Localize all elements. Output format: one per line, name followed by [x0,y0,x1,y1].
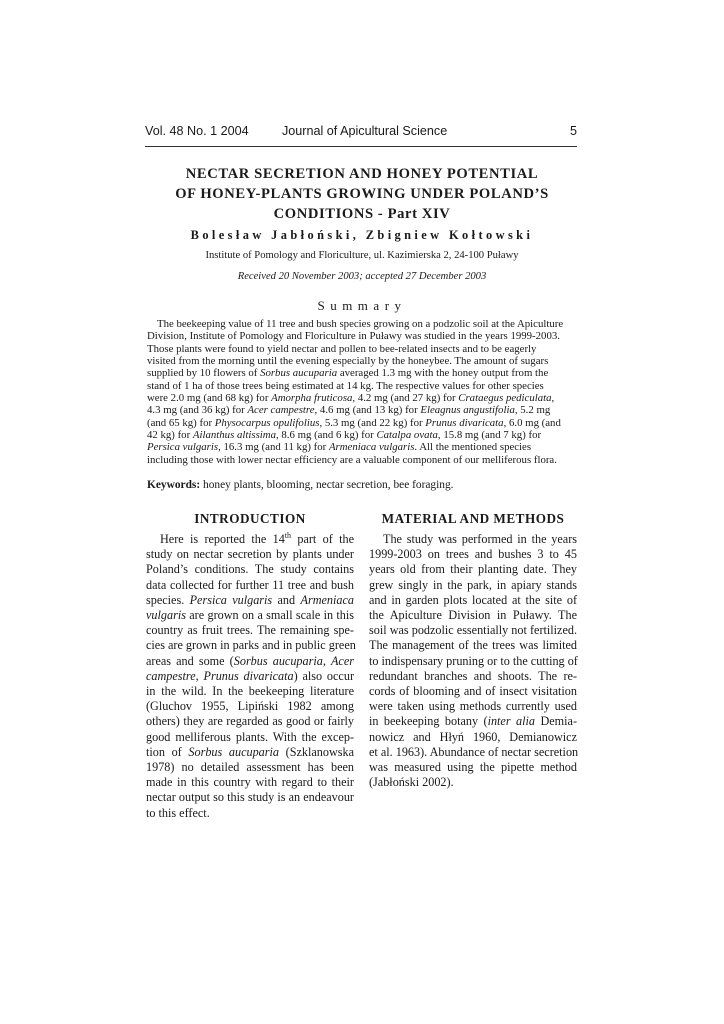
introduction-body [146,532,354,821]
abstract-line: Those plants were found to yield nectar and pollen to bee-related insects and to be eagerly [147,342,537,355]
received-dates: Received 20 November 2003; accepted 27 December 2003 [237,271,487,282]
abstract-line: including those with lower nectar efficiency are a valuable component of our melliferous flora. [147,453,557,466]
title-line: NECTAR SECRETION AND HONEY POTENTIAL [185,166,539,182]
body-line: nowicz and Hłyń 1960, Demianowicz [369,729,577,744]
body-line: tion of Sorbus aucuparia (Szklanowska [146,744,355,759]
body-line: redundant branches and shoots. The re- [369,668,577,683]
article-title [120,164,604,224]
body-line: was measured using the pipette method [369,760,577,775]
body-line: soil was podzolic essentially not fertilized. [369,623,577,638]
body-line: cords of blooming and of insect visitation [369,684,577,699]
body-line: made in this country with regard to their [146,775,354,790]
abstract-line: 4.3 mg (and 36 kg) for Acer campestre, 4.6 mg (and 13 kg) for Eleagnus angustifolia, 5.2 mg [147,404,551,417]
body-line: data collected for further 11 tree and bush [146,577,354,592]
body-line: (Gluchov 1955, Lipiński 1982 among [146,699,354,714]
volume-label: Vol. 48 No. 1 2004 [145,124,249,138]
summary-heading: Summary [317,298,407,313]
abstract-line: The beekeeping value of 11 tree and bush species growing on a podzolic soil at the Apiculture [157,318,564,330]
body-line: areas and some (Sorbus aucuparia, Acer [146,653,354,668]
authors: Bolesław Jabłoński, Zbigniew Kołtowski [190,228,534,242]
body-line: (Jabłoński 2002). [369,775,454,790]
introduction-section [146,511,354,821]
abstract-line: 42 kg) for Ailanthus altissima, 8.6 mg (and 6 kg) for Catalpa ovata, 15.8 mg (and 7 kg) for [147,429,542,442]
body-line: 1978) no detailed assessment has been [146,760,354,775]
abstract-line: supplied by 10 flowers of Sorbus aucuparia averaged 1.3 mg with the honey output from the [147,367,549,380]
body-line: vulgaris are grown on a small scale in this [146,608,354,623]
body-line: Here is reported the 14th part of the [160,530,354,546]
keywords-label: Keywords: [147,479,201,491]
keywords [147,479,577,491]
abstract [147,318,577,466]
title-line: CONDITIONS - Part XIV [273,206,451,222]
abstract-line: stand of 1 ha of those trees being estimated at 14 kg. The respective values for other species [147,379,544,392]
body-line: country as fruit trees. The remaining spe- [146,623,354,638]
body-line: the Apiculture Division in Puławy. The [369,608,577,623]
abstract-line: Persica vulgaris, 16.3 mg (and 11 kg) for Armeniaca vulgaris. All the mentioned species [147,441,532,454]
abstract-line: were 2.0 mg (and 68 kg) for Amorpha fruticosa, 4.2 mg (and 27 kg) for Crataegus pediculata, [147,392,555,405]
body-line: cies are grown in parks and in public green [146,638,356,653]
body-line: et al. 1963). Abundance of nectar secretion [369,744,579,759]
body-line: nectar output so this study is an endeavour [146,790,354,805]
body-line: to indispensary pruning or to the cutting of [369,653,578,668]
body-line: and in garden plots located at the site of [369,592,577,607]
introduction-heading: INTRODUCTION [194,511,306,526]
affiliation: Institute of Pomology and Floriculture, ul. Kazimierska 2, 24-100 Puławy [205,250,519,261]
body-line: campestre, Prunus divaricata) also occur [146,668,354,683]
body-line: The management of the trees was limited [369,638,577,653]
body-line: study on nectar secretion by plants under [146,547,354,562]
body-line: were taken using methods currently used [369,699,577,714]
header-rule [145,146,577,147]
body-line: good melliferous plants. With the excep- [146,729,354,744]
title-line: OF HONEY-PLANTS GROWING UNDER POLAND’S [175,186,549,202]
body-line: in beekeeping botany (inter alia Demia- [369,714,577,729]
keywords-text: honey plants, blooming, nectar secretion, bee foraging. [203,479,454,491]
methods-section [369,511,577,790]
body-line: The study was performed in the years [383,532,577,546]
abstract-line: Division, Institute of Pomology and Floriculture in Puławy was studied in the years 1999-2003. [147,330,560,343]
methods-body [369,532,577,790]
body-line: Poland’s conditions. The study contains [146,562,354,577]
body-line: grew singly in the park, in apiary stands [369,577,577,592]
abstract-line: (and 65 kg) for Physocarpus opulifolius, 5.3 mg (and 22 kg) for Prunus divaricata, 6.0 mg (and [147,416,561,429]
body-line: others) they are regarded as good or fairly [146,714,354,729]
body-line: 1999-2003 on trees and bushes 3 to 45 [369,547,577,562]
abstract-line: visited from the morning until the evening especially by the honeybee. The amount of sugars [147,355,549,368]
body-line: in the wild. In the beekeeping literature [146,684,354,699]
body-line: years old from their planting date. They [369,562,577,577]
body-line: species. Persica vulgaris and Armeniaca [146,592,354,607]
page-number: 5 [569,124,577,138]
journal-name: Journal of Apicultural Science [282,124,448,138]
body-line: to this effect. [146,805,210,820]
methods-heading: MATERIAL AND METHODS [381,511,565,526]
